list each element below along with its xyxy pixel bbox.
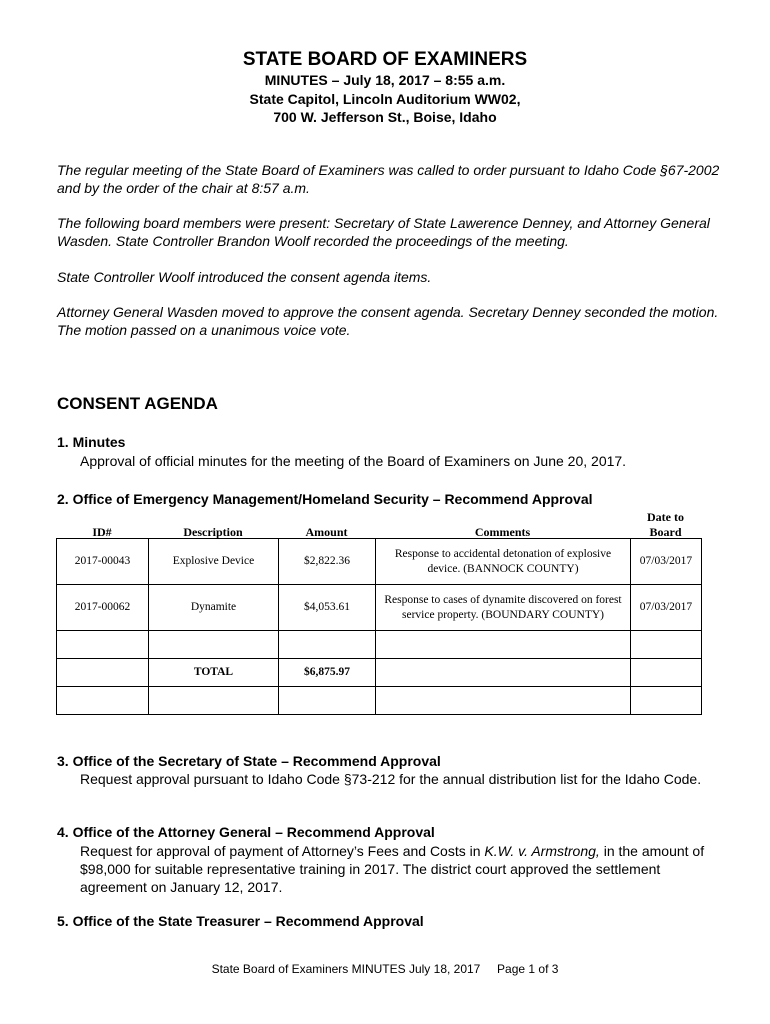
column-header-date-to-board: Date to Board: [647, 510, 684, 539]
column-header-comments: Comments: [474, 525, 531, 539]
table-row: [57, 585, 702, 631]
column-header-description: Description: [183, 525, 243, 539]
table-row-empty: [57, 631, 702, 659]
footer-text: State Board of Examiners MINUTES July 18, 2017: [211, 962, 481, 976]
document-title: STATE BOARD OF EXAMINERS: [242, 49, 528, 70]
item-5-heading: 5. Office of the State Treasurer – Recommend Approval: [57, 913, 424, 929]
intro-paragraph-attendance: The following board members were present: Secretary of State Lawerence Denney, and Attorney General Wasden. State Controller Brandon Woolf recorded the proceedings of the meeting.: [57, 215, 710, 249]
intro-paragraph-call-to-order: The regular meeting of the State Board of Examiners was called to order pursuant to Idaho Code §67-2002 and by the order of the chair at 8:57 a.m.: [57, 162, 720, 196]
total-label: TOTAL: [149, 659, 279, 687]
table-row: [57, 539, 702, 585]
item-4-heading: 4. Office of the Attorney General – Recommend Approval: [57, 824, 435, 840]
minutes-date-line: MINUTES – July 18, 2017 – 8:55 a.m.: [264, 72, 506, 88]
cell-amount: $2,822.36: [279, 539, 376, 585]
cell-description: Explosive Device: [149, 539, 279, 585]
cell-date: 07/03/2017: [631, 585, 702, 631]
cell-amount: $4,053.61: [279, 585, 376, 631]
page-footer: [0, 962, 770, 976]
claims-table: [56, 538, 702, 715]
consent-agenda-heading: CONSENT AGENDA: [57, 394, 218, 413]
page-number: Page 1 of 3: [497, 962, 559, 976]
intro-paragraph-motion: Attorney General Wasden moved to approve the consent agenda. Secretary Denney seconded the motion. The motion passed on a unanimous voice vote.: [57, 304, 719, 338]
cell-date: 07/03/2017: [631, 539, 702, 585]
item-1-heading: 1. Minutes: [57, 434, 126, 450]
address-line: 700 W. Jefferson St., Boise, Idaho: [273, 109, 497, 125]
item-3-body: Request approval pursuant to Idaho Code §73-212 for the annual distribution list for the Idaho Code.: [80, 771, 702, 787]
case-name: K.W. v. Armstrong,: [484, 843, 600, 859]
column-header-amount: Amount: [305, 525, 348, 539]
item-1-body: Approval of official minutes for the meeting of the Board of Examiners on June 20, 2017.: [80, 453, 627, 469]
total-amount: $6,875.97: [279, 659, 376, 687]
column-header-id: ID#: [92, 525, 112, 539]
table-row-total: [57, 659, 702, 687]
table-row-empty: [57, 687, 702, 715]
cell-comments: Response to cases of dynamite discovered on forest service property. (BOUNDARY COUNTY): [376, 585, 631, 631]
item-2-heading: 2. Office of Emergency Management/Homeland Security – Recommend Approval: [57, 491, 593, 507]
cell-id: 2017-00043: [57, 539, 149, 585]
intro-paragraph-consent-intro: State Controller Woolf introduced the consent agenda items.: [57, 269, 432, 285]
cell-description: Dynamite: [149, 585, 279, 631]
item-3-heading: 3. Office of the Secretary of State – Recommend Approval: [57, 753, 441, 769]
location-line: State Capitol, Lincoln Auditorium WW02,: [249, 91, 521, 107]
cell-id: 2017-00062: [57, 585, 149, 631]
item-4-body: Request for approval of payment of Attorney’s Fees and Costs in K.W. v. Armstrong, in the amount of $98,000 for suitable representative training in 2017. The district court approved the settlement agreement on January 12, 2017.: [80, 843, 705, 895]
cell-comments: Response to accidental detonation of explosive device. (BANNOCK COUNTY): [376, 539, 631, 585]
